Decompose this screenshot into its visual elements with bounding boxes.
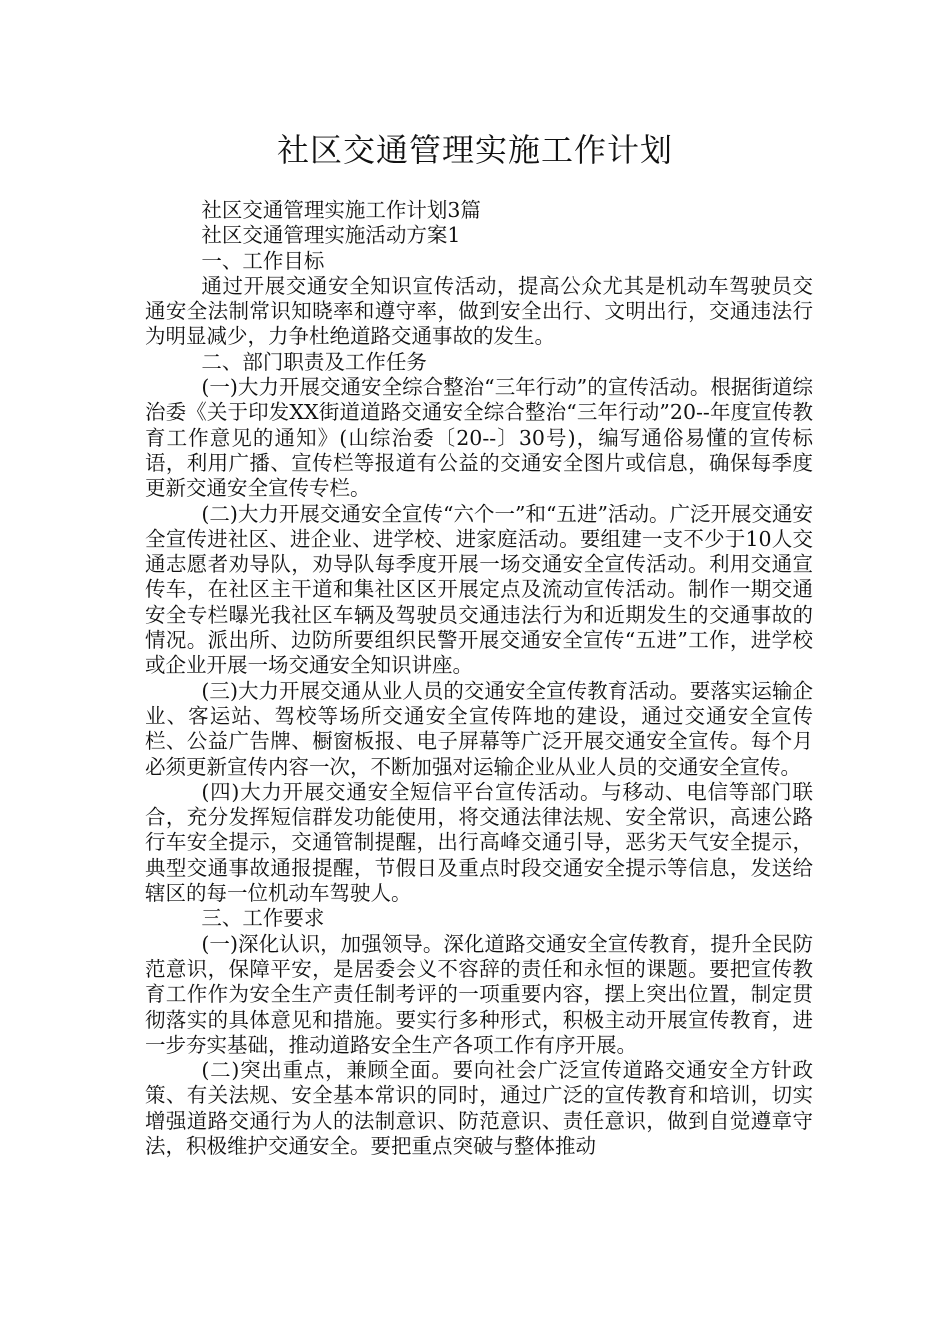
- paragraph-plan-1-title: 社区交通管理实施活动方案1: [201, 223, 461, 248]
- paragraph-duty-3: (三)大力开展交通从业人员的交通安全宣传教育活动。要落实运输企业、客运站、驾校等场所交通安全宣传阵地的建设，通过交通安全宣传栏、公益广告牌、橱窗板报、电子屏幕等广泛开展交通安全宣传。每个月必须更新宣传内容一次，不断加强对运输企业从业人员的交通安全宣传。: [145, 678, 813, 779]
- paragraph-requirement-2: (二)突出重点，兼顾全面。要向社会广泛宣传道路交通安全方针政策、有关法规、安全基本常识的同时，通过广泛的宣传教育和培训，切实增强道路交通行为人的法制意识、防范意识、责任意识，做到自觉遵章守法，积极维护交通安全。要把重点突破与整体推动: [145, 1058, 813, 1158]
- document-body: [145, 198, 813, 1159]
- section-heading-requirements: 三、工作要求: [201, 906, 325, 931]
- paragraph-requirement-1: (一)深化认识，加强领导。深化道路交通安全宣传教育，提升全民防范意识，保障平安，是居委会义不容辞的责任和永恒的课题。要把宣传教育工作作为安全生产责任制考评的一项重要内容，摆上突出位置，制定贯彻落实的具体意见和措施。要实行多种形式，积极主动开展宣传教育，进一步夯实基础，推动道路安全生产各项工作有序开展。: [145, 931, 813, 1057]
- paragraph-heading-3-plans: 社区交通管理实施工作计划3篇: [201, 198, 481, 222]
- paragraph-duty-2: (二)大力开展交通安全宣传“六个一”和“五进”活动。广泛开展交通安全宣传进社区、进企业、进学校、进家庭活动。要组建一支不少于10人交通志愿者劝导队，劝导队每季度开展一场交通安全宣传活动。利用交通宣传车，在社区主干道和集社区区开展定点及流动宣传活动。制作一期交通安全专栏曝光我社区车辆及驾驶员交通违法行为和近期发生的交通事故的情况。派出所、边防所要组织民警开展交通安全宣传“五进”工作，进学校或企业开展一场交通安全知识讲座。: [145, 501, 813, 678]
- section-heading-duties: 二、部门职责及工作任务: [201, 349, 427, 374]
- paragraph-duty-1: (一)大力开展交通安全综合整治“三年行动”的宣传活动。根据街道综治委《关于印发XX街道道路交通安全综合整治“三年行动”20--年度宣传教育工作意见的通知》(山综治委〔20--〕30号)，编写通俗易懂的宣传标语，利用广播、宣传栏等报道有公益的交通安全图片或信息，确保每季度更新交通安全宣传专栏。: [145, 375, 813, 501]
- section-heading-goals: 一、工作目标: [201, 248, 325, 273]
- paragraph-duty-4: (四)大力开展交通安全短信平台宣传活动。与移动、电信等部门联合，充分发挥短信群发功能使用，将交通法律法规、安全常识，高速公路行车安全提示，交通管制提醒，出行高峰交通引导，恶劣天气安全提示，典型交通事故通报提醒，节假日及重点时段交通安全提示等信息，发送给辖区的每一位机动车驾驶人。: [145, 779, 813, 906]
- paragraph-goals: 通过开展交通安全知识宣传活动，提高公众尤其是机动车驾驶员交通安全法制常识知晓率和遵守率，做到安全出行、文明出行，交通违法行为明显减少，力争杜绝道路交通事故的发生。: [145, 273, 813, 349]
- document-title: 社区交通管理实施工作计划: [276, 131, 673, 169]
